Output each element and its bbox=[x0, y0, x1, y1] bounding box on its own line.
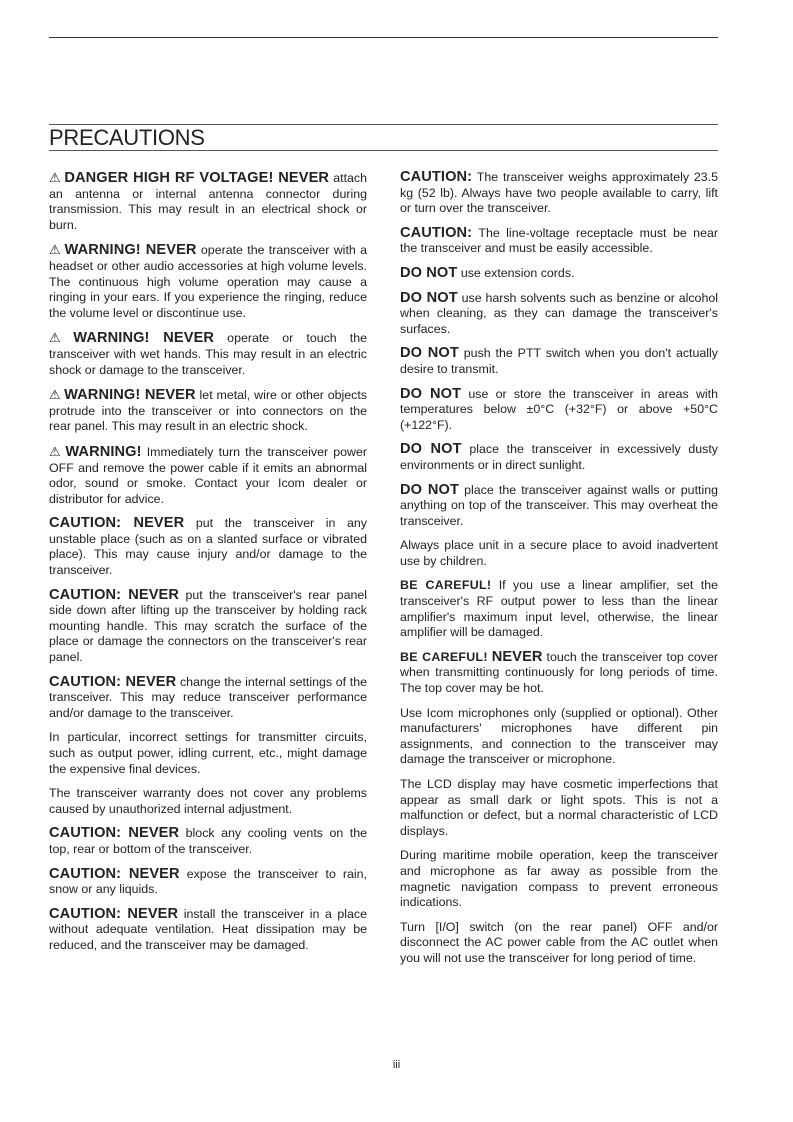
precaution-lead: DO NOT bbox=[400, 345, 459, 362]
precaution-text: change the internal settings of the transceiver. This may reduce transceiver performance and/or damage to the transceiver. bbox=[49, 674, 367, 720]
precaution-item bbox=[49, 588, 367, 666]
precaution-item bbox=[400, 442, 718, 473]
precaution-lead: CAUTION: NEVER bbox=[49, 825, 180, 842]
precaution-item bbox=[400, 170, 718, 217]
right-column bbox=[400, 170, 718, 976]
left-column bbox=[49, 170, 367, 963]
precaution-lead: CAUTION: NEVER bbox=[49, 673, 177, 690]
precaution-text: operate or touch the transceiver with wet hands. This may result in an electric shock or damage to the transceiver. bbox=[49, 331, 367, 377]
precaution-lead: WARNING! bbox=[65, 443, 142, 460]
precaution-text: use extension cords. bbox=[460, 265, 575, 280]
precaution-text: attach an antenna or internal antenna connector during transmission. This may result in an electrical shock or burn. bbox=[49, 171, 367, 232]
precaution-text: If you use a linear amplifier, set the transceiver's RF output power to less than the linear amplifier's maximum input level, otherwise, the linear amplifier will be damaged. bbox=[400, 578, 718, 640]
precaution-item bbox=[49, 675, 367, 722]
precaution-text: operate the transceiver with a headset or other audio accessories at high volume levels. The continuous high volume operation may cause a ringing in your ears. If you experience the ringing, reduce the volume level or discontinue use. bbox=[49, 243, 367, 320]
precaution-item bbox=[49, 516, 367, 578]
precaution-text: Always place unit in a secure place to avoid inadvertent use by children. bbox=[400, 538, 718, 568]
precaution-lead: CAUTION: NEVER bbox=[49, 905, 179, 922]
page-title: PRECAUTIONS bbox=[49, 125, 205, 150]
warning-triangle-icon: ⚠ bbox=[49, 443, 63, 459]
precaution-item bbox=[49, 330, 367, 378]
warning-triangle-icon: ⚠ bbox=[49, 170, 62, 185]
precaution-lead: CAUTION: NEVER bbox=[49, 586, 180, 603]
precaution-lead: DO NOT bbox=[400, 289, 458, 306]
precaution-text: The line-voltage receptacle must be near the transceiver and must be easily accessible. bbox=[400, 225, 718, 256]
precaution-item bbox=[49, 387, 367, 435]
precaution-text: In particular, incorrect settings for transmitter circuits, such as output power, idling current, etc., might damage the expensive final devices. bbox=[49, 730, 367, 776]
precaution-item bbox=[400, 483, 718, 530]
precaution-lead: DO NOT bbox=[400, 264, 458, 281]
precaution-text: put the transceiver in any unstable place (such as on a slanted surface or vibrated place). This may cause injury and/or damage to the transceiver. bbox=[49, 516, 367, 578]
precaution-item bbox=[400, 538, 718, 569]
precaution-lead-small: BE CAREFUL! bbox=[400, 578, 492, 593]
precaution-lead: WARNING! NEVER bbox=[64, 242, 197, 259]
precaution-item bbox=[49, 444, 367, 507]
precaution-text: let metal, wire or other objects protrude into the transceiver or into connectors on the rear panel. This may result in an electric shock. bbox=[49, 388, 367, 434]
precaution-item bbox=[49, 786, 367, 817]
precaution-item bbox=[49, 907, 367, 954]
precaution-item bbox=[49, 170, 367, 233]
precaution-lead-small: BE CAREFUL! bbox=[400, 649, 488, 664]
page-number: iii bbox=[392, 1059, 401, 1071]
precaution-lead: CAUTION: bbox=[400, 169, 473, 185]
precaution-text: place the transceiver in excessively dusty environments or in direct sunlight. bbox=[400, 442, 718, 472]
precaution-text: expose the transceiver to rain, snow or any liquids. bbox=[49, 866, 367, 897]
warning-triangle-icon: ⚠ bbox=[49, 242, 62, 258]
precaution-text: use harsh solvents such as benzine or alcohol when cleaning, as they can damage the transceiver's surfaces. bbox=[400, 290, 718, 336]
precaution-text: Immediately turn the transceiver power OFF and remove the power cable if it emits an abnormal odor, sound or smoke. Contact your Icom dealer or distributor for advice. bbox=[49, 444, 367, 506]
precaution-item bbox=[400, 387, 718, 434]
precaution-lead: CAUTION: NEVER bbox=[49, 865, 180, 882]
precaution-lead: DO NOT bbox=[400, 481, 460, 498]
precaution-item bbox=[400, 848, 718, 910]
precaution-text: block any cooling vents on the top, rear or bottom of the transceiver. bbox=[49, 826, 367, 856]
precaution-item bbox=[400, 291, 718, 338]
warning-triangle-icon: ⚠ bbox=[49, 387, 62, 403]
title-rule-bottom bbox=[49, 150, 718, 151]
precaution-text: put the transceiver's rear panel side down after lifting up the transceiver by holding rack mounting handle. This may scratch the surface of the place or damage the connectors on the transceiver's rear panel. bbox=[49, 587, 367, 665]
precaution-item bbox=[400, 346, 718, 377]
precaution-lead: NEVER bbox=[491, 648, 543, 665]
precaution-item bbox=[400, 266, 718, 282]
precaution-lead: WARNING! NEVER bbox=[64, 387, 196, 404]
precaution-text: touch the transceiver top cover when transmitting continuously for long periods of time. The top cover may be hot. bbox=[400, 649, 718, 696]
precaution-lead: CAUTION: NEVER bbox=[49, 515, 185, 532]
precaution-lead: DO NOT bbox=[400, 385, 462, 402]
precaution-text: Turn [I/O] switch (on the rear panel) OFF and/or disconnect the AC power cable from the AC outlet when you will not use the transceiver for long period of time. bbox=[400, 919, 718, 965]
precaution-text: install the transceiver in a place without adequate ventilation. Heat dissipation may be reduced, and the transceiver may be damaged. bbox=[49, 906, 367, 952]
warning-triangle-icon: ⚠ bbox=[49, 330, 71, 346]
precaution-item bbox=[49, 826, 367, 857]
precaution-item bbox=[49, 867, 367, 898]
precaution-text: push the PTT switch when you don't actually desire to transmit. bbox=[400, 346, 718, 376]
precaution-lead: CAUTION: bbox=[400, 224, 473, 241]
precaution-text: The LCD display may have cosmetic imperfections that appear as small dark or light spots. This is not a malfunction or defect, but a normal characteristic of LCD displays. bbox=[400, 777, 718, 838]
precaution-item bbox=[400, 777, 718, 839]
precaution-item bbox=[49, 242, 367, 321]
precaution-text: The transceiver warranty does not cover any problems caused by unauthorized internal adjustment. bbox=[49, 786, 367, 816]
precaution-item bbox=[400, 650, 718, 697]
precaution-item bbox=[400, 920, 718, 967]
precaution-lead: WARNING! NEVER bbox=[73, 330, 215, 347]
precaution-text: place the transceiver against walls or putting anything on top of the transceiver. This may overheat the transceiver. bbox=[400, 482, 718, 528]
precaution-text: Use Icom microphones only (supplied or optional). Other manufacturers' microphones have different pin assignments, and connection to the transceiver may damage the transceiver or microphone. bbox=[400, 705, 718, 767]
precaution-item bbox=[49, 730, 367, 777]
precaution-item bbox=[400, 706, 718, 768]
precaution-lead: DO NOT bbox=[400, 441, 462, 458]
precaution-text: use or store the transceiver in areas with temperatures below ±0°C (+32°F) or above +50°C (+122°F). bbox=[400, 386, 718, 432]
precaution-lead: DANGER HIGH RF VOLTAGE! NEVER bbox=[64, 170, 330, 186]
precaution-item bbox=[400, 578, 718, 640]
precaution-text: During maritime mobile operation, keep the transceiver and microphone as far away as possible from the magnetic navigation compass to prevent erroneous indications. bbox=[400, 848, 718, 910]
precaution-text: The transceiver weighs approximately 23.5 kg (52 lb). Always have two people available to carry, lift or turn over the transceiver. bbox=[400, 170, 718, 216]
precaution-item bbox=[400, 226, 718, 257]
header-rule bbox=[49, 37, 718, 38]
